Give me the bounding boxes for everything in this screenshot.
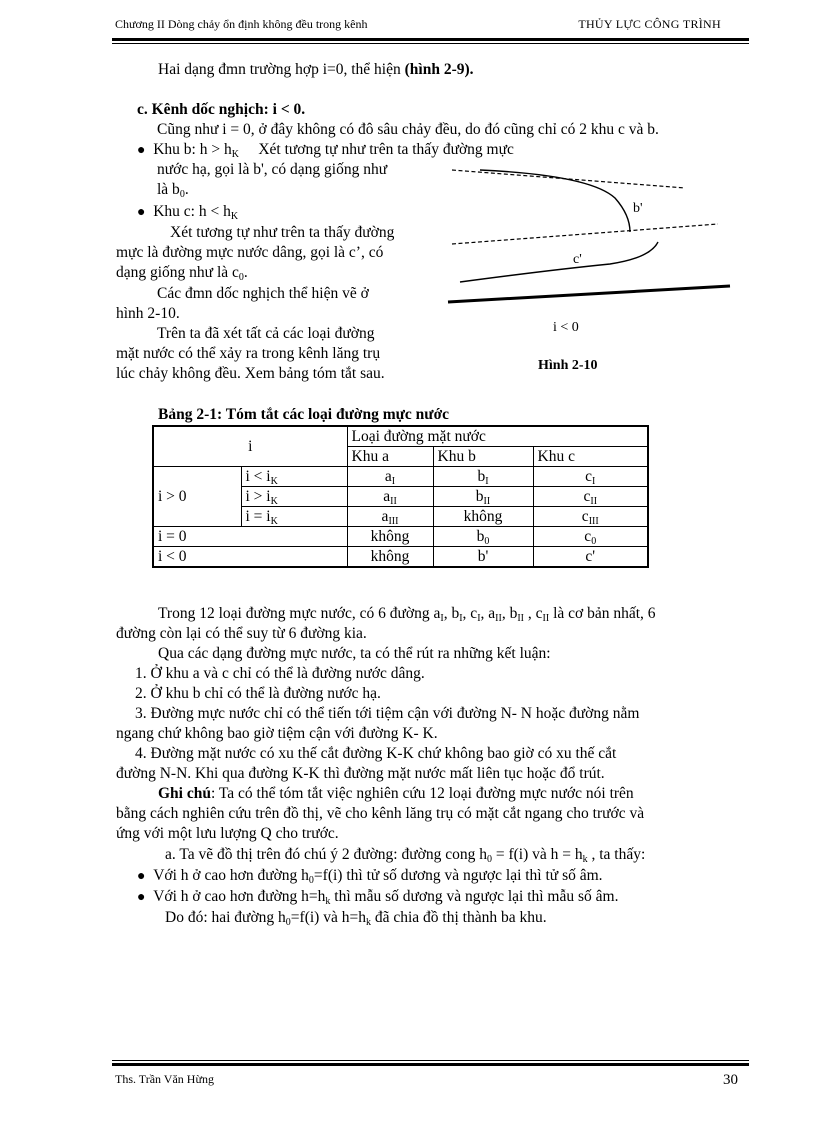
zone-b-line2: nước hạ, gọi là b', có dạng giống như <box>157 161 388 178</box>
note-line2: bằng cách nghiên cứu trên đồ thị, vẽ cho kênh lăng trụ có mặt cắt ngang cho trước và <box>116 805 645 822</box>
cell-sub-condition: $i < i_K$ <box>241 467 347 487</box>
cell-a: $a_{III}$ <box>347 507 433 527</box>
bullet-icon: ● <box>137 869 146 884</box>
curve-b-prime <box>480 170 630 232</box>
graph-conclusion: Do đó: hai đường $h_0=f(i)$ và $h=h_k$ đã chia đồ thị thành ba khu. <box>165 909 547 928</box>
channel-bed-line <box>448 286 730 302</box>
header-rule-thin <box>112 43 749 44</box>
header-cell-khu-c: Khu c <box>533 447 648 467</box>
footer-author: Ths. Trần Văn Hừng <box>115 1072 214 1086</box>
zone-c-line3: dạng giống như là $c_0$. <box>116 264 248 283</box>
table-row <box>153 426 648 447</box>
conclusion-intro-line1: Trong 12 loại đường mực nước, có 6 đường $a_I$, $b_I$, $c_I$, $a_{II}$, $b_{II}$ , $c_{II}$ là cơ bản nhất, 6 <box>158 605 656 624</box>
cell-c: $c_{II}$ <box>533 487 648 507</box>
cell-b: $b_I$ <box>433 467 533 487</box>
header-cell-i: i <box>153 426 347 467</box>
table-row <box>153 547 648 568</box>
header-cell-group: Loại đường mặt nước <box>347 426 648 447</box>
cell-c: $c_I$ <box>533 467 648 487</box>
graph-bullet-1: ● Với h ở cao hơn đường $h_0=f(i)$ thì tử số dương và ngược lại thì tử số âm. <box>137 867 603 886</box>
figure-label-c: c' <box>573 252 582 267</box>
cell-c: $c_0$ <box>533 527 648 547</box>
cell-a: $a_{II}$ <box>347 487 433 507</box>
bullet-icon: ● <box>137 143 146 158</box>
header-cell-khu-a: Khu a <box>347 447 433 467</box>
zone-c-line2: mực là đường mực nước dâng, gọi là c’, có <box>116 244 384 261</box>
figure-label-b: b' <box>633 201 643 216</box>
section-title: c. Kênh dốc nghịch: i < 0. <box>137 101 306 118</box>
cell-i-negative: i < 0 <box>153 547 347 568</box>
page-number: 30 <box>723 1072 738 1088</box>
note-line3: ứng với một lưu lượng Q cho trước. <box>116 825 339 842</box>
cell-b: $b_0$ <box>433 527 533 547</box>
header-chapter-title: Chương II Dòng chảy ổn định không đều trong kênh <box>115 17 368 31</box>
cell-sub-condition: $i = i_K$ <box>241 507 347 527</box>
cell-a: $a_I$ <box>347 467 433 487</box>
conclusion-lead: Qua các dạng đường mực nước, ta có thể rút ra những kết luận: <box>158 645 551 662</box>
conclusion-1: 1. Ở khu a và c chỉ có thể là đường nước dâng. <box>135 665 425 682</box>
cell-a: không <box>347 547 433 568</box>
conclusion-3-line2: ngang chứ không bao giờ tiệm cận với đường K- K. <box>116 725 438 742</box>
note-line1: Ghi chú: Ta có thể tóm tắt việc nghiên cứu 12 loại đường mực nước nói trên <box>158 785 634 802</box>
cell-i-positive: i > 0 <box>153 467 241 527</box>
figure-2-10 <box>440 160 740 320</box>
paragraph-4-line3: lúc chảy không đều. Xem bảng tóm tắt sau. <box>116 365 385 382</box>
footer-rule <box>112 1063 749 1066</box>
bullet-icon: ● <box>137 205 146 220</box>
conclusion-4-line2: đường N-N. Khi qua đường K-K thì đường mặt nước mất liên tục hoặc đổ trút. <box>116 765 605 782</box>
zone-b-item: ● Khu b: $h > h_K$ Xét tương tự như trên ta thấy đường mực <box>137 141 514 160</box>
paragraph-2: Cũng như i = 0, ở đây không có đô sâu chảy đều, do đó cũng chỉ có 2 khu c và b. <box>157 121 659 138</box>
graph-intro: a. Ta vẽ đồ thị trên đó chú ý 2 đường: đường cong $h_0 = f(i)$ và $h = h_k$ , ta thấy: <box>165 846 646 865</box>
critical-depth-line-lower <box>452 224 718 244</box>
zone-b-line3: là $b_0$. <box>157 181 189 200</box>
zone-c-item: ● Khu c: $h < h_K$ <box>137 203 239 222</box>
cell-i-zero: i = 0 <box>153 527 347 547</box>
conclusion-intro-line2: đường còn lại có thể suy từ 6 đường kia. <box>116 625 367 642</box>
conclusion-2: 2. Ở khu b chỉ có thể là đường nước hạ. <box>135 685 381 702</box>
cell-a: không <box>347 527 433 547</box>
header-rule <box>112 38 749 41</box>
figure-caption: Hình 2-10 <box>538 358 598 373</box>
header-cell-khu-b: Khu b <box>433 447 533 467</box>
cell-c: c' <box>533 547 648 568</box>
paragraph-3-line1: Các đmn dốc nghịch thể hiện vẽ ở <box>157 285 369 302</box>
paragraph-3-line2: hình 2-10. <box>116 305 180 322</box>
cell-c: $c_{III}$ <box>533 507 648 527</box>
conclusion-4-line1: 4. Đường mặt nước có xu thế cắt đường K-K chứ không bao giờ có xu thế cắt <box>135 745 617 762</box>
table-title: Bảng 2-1: Tóm tắt các loại đường mực nước <box>158 406 450 423</box>
curve-c-prime <box>460 242 658 282</box>
conclusion-3-line1: 3. Đường mực nước chỉ có thể tiến tới tiệm cận với đường N- N hoặc đường nằm <box>135 705 640 722</box>
footer-rule-thin <box>112 1060 749 1061</box>
bullet-icon: ● <box>137 890 146 905</box>
cell-b: không <box>433 507 533 527</box>
zone-c-line1: Xét tương tự như trên ta thấy đường <box>170 224 395 241</box>
paragraph-4-line2: mặt nước có thể xảy ra trong kênh lăng trụ <box>116 345 381 362</box>
graph-bullet-2: ● Với h ở cao hơn đường $h=h_k$ thì mẫu số dương và ngược lại thì mẫu số âm. <box>137 888 619 907</box>
cell-sub-condition: $i > i_K$ <box>241 487 347 507</box>
cell-b: b' <box>433 547 533 568</box>
table-row <box>153 467 648 487</box>
header-book-title: THỦY LỰC CÔNG TRÌNH <box>578 17 721 31</box>
paragraph-4-line1: Trên ta đã xét tất cả các loại đường <box>157 325 375 342</box>
summary-table <box>152 425 649 568</box>
paragraph-1: Hai dạng đmn trường hợp i=0, thể hiện (hình 2-9). <box>158 61 474 78</box>
table-row <box>153 527 648 547</box>
cell-b: $b_{II}$ <box>433 487 533 507</box>
figure-label-i: i < 0 <box>553 320 579 335</box>
